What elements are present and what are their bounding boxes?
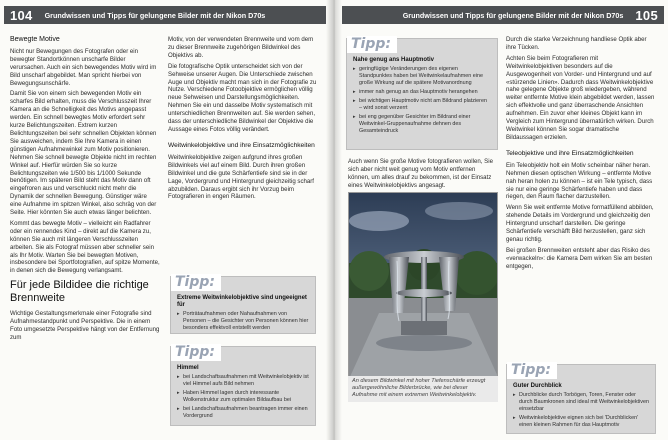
tip-bullet: ▸ bei wichtigen Hauptmotiv nicht am Bildrand platzieren – wird sonst verzerrt [353, 98, 491, 112]
page-number: 104 [10, 7, 33, 23]
right-page [334, 0, 668, 440]
section-heading: Bewegte Motive [10, 36, 60, 43]
tip-label: Tipp: [347, 36, 397, 53]
tip-box [170, 276, 316, 334]
tip-title: Himmel [177, 365, 199, 371]
tip-bullet: ▸ geringfügige Veränderungen des eigenen Standpunktes haben bei Weitwinkelaufnahmen eine große Wirkung auf die spätere Motivanordnung [353, 66, 491, 87]
fountain-illustration [349, 193, 498, 378]
tip-body [513, 383, 649, 431]
photo-caption: An diesem Bildwinkel mit hoher Tiefenschärfe erzeugt außergewöhnliche Bilderbrücke, wie bei dieser Aufnahme mit einem extremen Weitwinkelobjektiv. [348, 376, 498, 402]
paragraph: Kommt das bewegte Motiv – vielleicht ein Radfahrer oder ein rennendes Kind – direkt auf die Kamera zu, können Sie auch mit längeren Verschlusszeiten arbeiten. Sie als Fotograf müssen aber schneller sein als Ihr Motiv. Warten Sie bei bewegten Motiven, insbesondere bei Sportfotografien, auf spitze Momente, in denen sich die Bewegung verlangsamt. [10, 219, 160, 275]
paragraph: Auch wenn Sie große Motive fotografieren wollen, Sie sich aber nicht weit genug vom Motiv entfernen können, um alles drauf zu bekommen, ist der Einsatz eines Weitwinkelobjektivs angesagt. [348, 158, 493, 189]
tip-bullet: ▸ bei Landschaftsaufnahmen mit Weitwinkelobjektiv ist viel Himmel aufs Bild nehmen [177, 374, 309, 388]
tip-label: Tipp: [171, 344, 221, 361]
tip-body [177, 295, 309, 334]
tip-bullet: ▸ bei eng gegenüber Gesichter im Bildrand einer Weitwinkel-Gruppenaufnahme dehnen des Gesamteindruck [353, 114, 491, 135]
tip-bullet: ▸ bei Landschaftsaufnahmen beantragen immer einen Vordergrund [177, 406, 309, 420]
section-subhead: Weitwinkelobjektive und ihre Einsatzmöglichkeiten [168, 141, 315, 149]
paragraph: Wenn Sie weit entfernte Motive formatfüllend abbilden, stehende Details im Vordergrund und gleichzeitig den Hintergrund unscharf darstellen. Die geringe Schärfentiefe verschäfft Bild herzustellen, ganz sich genau richtig. [506, 204, 654, 243]
tip-bullet: ▸ Weitwinkelobjektive eignen sich bei 'Durchblicken' einen kleinen Rahmen für das Hauptmotiv [513, 415, 649, 429]
tip-box [170, 346, 316, 426]
tip-title: Guter Durchblick [513, 383, 562, 389]
paragraph: Achten Sie beim Fotografieren mit Weitwinkelobjektiven besonders auf die Ausgewogenheit von Vorder- und Hintergrund und auf «stürzende Linien». Dadurch dass Weitwinkelobjektive nahe gelegene Objekte groß wiedergeben, während weiter entfernte Motive klein abgebildet werden, lassen sich effektvolle und ganz überraschende Ansichten aufnehmen. Ein zuvor eher kleines Objekt kann im Vergleich zum Hintergrund übernatürlich wirken. Durch Weitwinkel können Sie sogar dramatische Bildaussagen erzielen. [506, 54, 655, 141]
tip-title: Extreme Weitwinkelobjektive sind ungeeignet für [177, 295, 307, 308]
tip-body [353, 57, 491, 137]
tip-title: Nahe genug ans Hauptmotiv [353, 57, 435, 63]
paragraph: Ein Teleobjektiv holt ein Motiv scheinbar näher heran. Nehmen diesen optischen Wirkung – entfernte Motive nah heran holen zu können – ist ein Tele typisch, dass sie nur eine geringe Schärfentiefe haben und dass riegen, den Raum flacher darzustellen. [506, 161, 653, 201]
tip-box [346, 38, 498, 150]
paragraph: Weitwinkelobjektive zeigen aufgrund ihres großen Bildwinkels viel auf einem Bild. Durch ihren großen Bildwinkel und die gute Schärfentiefe sind sie in der Lage, Vordergrund und Hintergrund gleichzeitig scharf abzubilden. Daraus ergibt sich ihr Vorzug beim Fotografieren in engen Räumen. [168, 153, 315, 201]
left-page-header [4, 6, 326, 24]
paragraph: Die fotografische Optik unterscheidet sich von der Sehweise unserer Augen. Die Unterschiede zwischen Auge und Objektiv macht man sich in der Fotografie zu Nutze. Verschiedene Fotoobjektive ermöglichen völlig neue Sehweisen und Darstellungsmöglichkeiten. Nehmen Sie ein und dasselbe Motiv systematisch mit unterschiedlichen Brennweiten auf. Sie werden sehen, dass der unterschiedliche Bildwinkel der Objektive die Aussage eines Fotos völlig verändert. [168, 62, 317, 133]
chapter-heading: Für jede Bildidee die richtige Brennweite [10, 279, 149, 304]
section-subhead: Teleobjektive und ihre Einsatzmöglichkeiten [506, 149, 634, 157]
right-column-1 [348, 158, 498, 190]
paragraph: Nicht nur Bewegungen des Fotografen oder ein bewegter Standortkönnen unscharfe Bilder verursachen. Auch ein sich bewegendes Motiv wird im Bild unscharf abgebildet. Man spricht hierbei von Bewegungsunschärfe. [10, 47, 157, 87]
tip-label: Tipp: [171, 274, 221, 291]
running-title: Grundwissen und Tipps für gelungene Bilder mit der Nikon D70s [402, 10, 624, 20]
fountain-photo [348, 192, 498, 378]
tip-bullet: ▸ Durchblicke durch Torbögen, Toren, Fenster oder durch Baumkronen sind ideal mit Weitwinkelobjektiven einsetzbar [513, 392, 649, 413]
left-column-2 [168, 36, 318, 201]
paragraph: Durch die starke Verzeichnung handliese Optik aber ihre Tücken. [506, 36, 647, 51]
page-number: 105 [635, 7, 658, 23]
paragraph: Wichtige Gestaltungsmerkmale einer Fotografie sind Aufnahmestandpunkt und Perspektive. Die in einem Foto umgesetzte Perspektive hängt von der Entfernung zum [10, 310, 160, 341]
tip-bullet: ▸ immer nah genug an das Hauptmotiv herangehen [353, 89, 491, 96]
tip-bullet: ▸ Haben Himmel lagen durch interessante Wolkenstruktur zum optimalen Bildaufbau bei [177, 390, 309, 404]
paragraph: Bei großen Brennweiten entsteht aber das Risiko des «verwackeln»: die Kamera Dem wirken Sie am besten entgegen, [506, 246, 653, 270]
right-column-2 [506, 36, 656, 271]
left-column-1 [10, 36, 160, 342]
tip-label: Tipp: [507, 362, 557, 379]
tip-body [177, 365, 309, 422]
paragraph: Motiv, von der verwendeten Brennweite und vom dem zu dieser Brennweite zugehörigen Bildwinkel des Objektivs ab. [168, 36, 314, 59]
running-title: Grundwissen und Tipps für gelungene Bilder mit der Nikon D70s [44, 10, 266, 20]
book-gutter [326, 0, 342, 440]
right-page-header [342, 6, 664, 24]
paragraph: Damit Sie von einem sich bewegenden Motiv ein scharfes Bild erhalten, muss die Verschlusszeit Ihrer Kamera an die Schnelligkeit des Motivs angepasst werden. Ein schnell bewegtes Motiv erfordert sehr kurze Belichtungszeiten. Extrem kurzen Belichtungszeiten bei sehr schnellen Objekten können Sie ausweichen, indem Sie Ihre Kamera in einen günstigen Aufnahmewinkel zum Motiv positionieren. Nehmen Sie schnell bewegte Objekte nicht im rechten Winkel auf. Hierfür würden Sie so kurze Belichtungszeiten wie 1/500 bis 1/1000 Sekunde benötigen. Im späteren Bild steht das Motiv dann oft eingefroren aus und verschluckt nicht mehr die Dynamik der schnellen Bewegung. Günstiger wäre eine Aufnahme im spitzen Winkel, also schräg von der Seite. Hier könnten Sie auch etwas länger belichten. [10, 90, 157, 217]
tip-box [506, 364, 656, 434]
tip-bullet: ▸ Porträtaufnahmen oder Nahaufnahmen von Personen – die Gesichter von Personen können hier besonders effektvoll entstellt werden [177, 311, 309, 332]
